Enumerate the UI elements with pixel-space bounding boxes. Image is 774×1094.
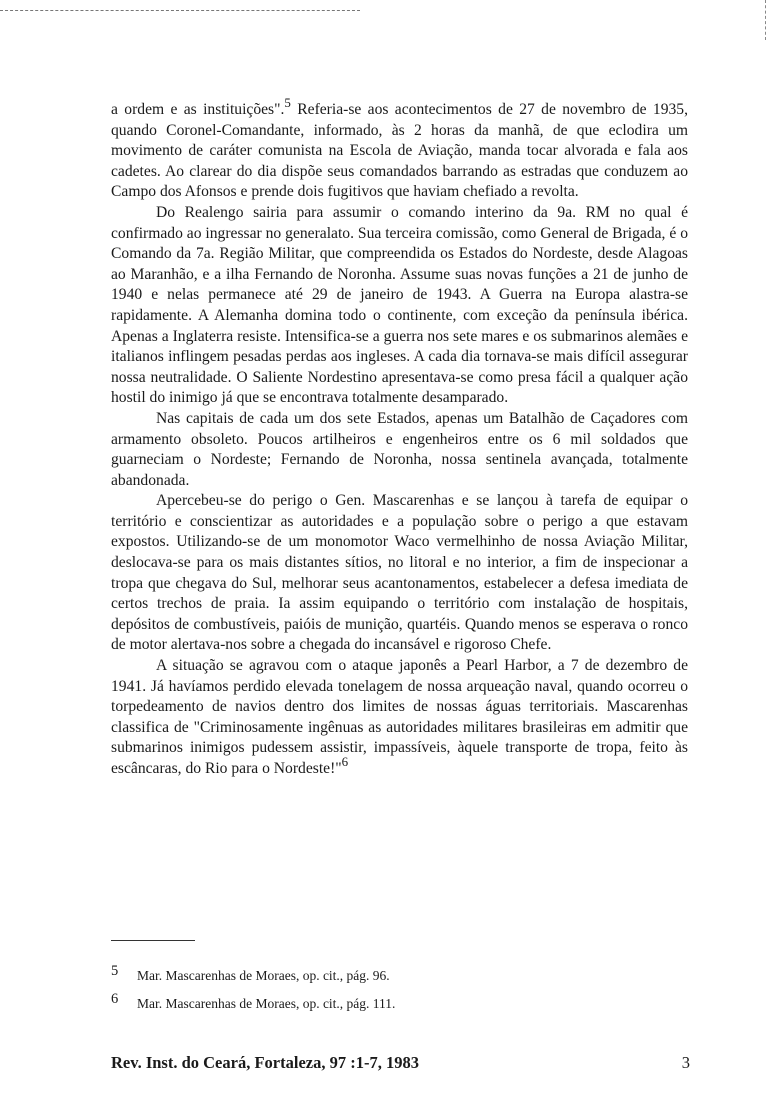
paragraph-1: [111, 95, 688, 203]
footnote-ref-5[interactable]: 5: [284, 95, 291, 110]
scan-top-rule: [0, 10, 360, 11]
page-footer: [111, 1053, 690, 1073]
paragraph-5-text: A situação se agravou com o ataque japonês a Pearl Harbor, a 7 de dezembro de 1941. Já havíamos perdido elevada tonelagem de nossa arqueação naval, quando ocorreu o torpedeamento de navios dentro dos limites de nossas águas territoriais. Mascarenhas classifica de "Criminosamente ingênuas as autoridades militares brasileiras em admitir que submarinos inimigos pudessem assistir, impassíveis, àquele transporte de tropa, feito às escâncaras, do Rio para o Nordeste!": [111, 657, 688, 777]
page-number: 3: [681, 1053, 690, 1072]
paragraph-1-start: a ordem e as instituições".: [111, 101, 285, 118]
footnote-number: 6: [111, 991, 119, 1007]
footnote-text: Mar. Mascarenhas de Moraes, op. cit., pág. 111.: [137, 996, 396, 1011]
scan-edge-marks: [765, 0, 768, 40]
footnote-text: Mar. Mascarenhas de Moraes, op. cit., pág. 96.: [137, 968, 390, 983]
footnote-divider: [111, 940, 195, 941]
footnotes: [111, 962, 688, 1018]
footnote-number: 5: [111, 963, 119, 979]
journal-citation: Rev. Inst. do Ceará, Fortaleza, 97 :1-7, 1983: [111, 1053, 419, 1072]
paragraph-1-rest: Referia-se aos acontecimentos de 27 de novembro de 1935, quando Coronel-Comandante, informado, às 2 horas da manhã, de que eclodira um movimento de caráter comunista na Escola de Aviação, manda tocar alvorada e fala aos cadetes. Ao clarear do dia dispõe seus comandados barrando as estradas que conduzem ao Campo dos Afonsos e prende dois fugitivos que haviam chefiado a revolta.: [111, 101, 688, 201]
footnote-item: [111, 962, 688, 990]
paragraph-4: Apercebeu-se do perigo o Gen. Mascarenhas e se lançou à tarefa de equipar o território e conscientizar as autoridades e a população sobre o perigo a que estavam expostos. Utilizando-se de um monomotor Waco vermelhinho de nossa Aviação Militar, deslocava-se para os mais distantes sítios, no litoral e no interior, a fim de inspecionar a tropa que chegava do Sul, melhorar seus acantonamentos, estabelecer a defesa imediata de certos trechos de praia. Ia assim equipando o território com instalação de hospitais, depósitos de combustíveis, paióis de munição, quartéis. Quando menos se esperava o ronco de motor alertava-nos sobre a chegada do incansável e rigoroso Chefe.: [111, 492, 688, 654]
footnote-item: [111, 990, 688, 1018]
paragraph-5: [111, 656, 688, 780]
article-body: [111, 95, 688, 780]
paragraph-3: Nas capitais de cada um dos sete Estados, apenas um Batalhão de Caçadores com armamento obsoleto. Poucos artilheiros e engenheiros entre os 6 mil soldados que guarneciam o Nordeste; Fernando de Noronha, nossa sentinela avançada, totalmente abandonada.: [111, 409, 688, 489]
paragraph-2: Do Realengo sairia para assumir o comando interino da 9a. RM no qual é confirmado ao ingressar no generalato. Sua terceira comissão, como General de Brigada, é o Comando da 7a. Região Militar, que compreendida os Estados do Nordeste, desde Alagoas ao Maranhão, e a ilha Fernando de Noronha. Assume suas novas funções a 21 de junho de 1940 e nelas permanece até 29 de janeiro de 1943. A Guerra na Europa alastra-se rapidamente. A Alemanha domina todo o continente, com exceção da península ibérica. Apenas a Inglaterra resiste. Intensifica-se a guerra nos sete mares e os submarinos alemães e italianos inflingem pesadas perdas aos ingleses. A cada dia tornava-se mais difícil assegurar nossa neutralidade. O Saliente Nordestino apresentava-se como presa fácil a qualquer ação hostil do inimigo já que se encontrava totalmente desamparado.: [111, 203, 688, 407]
footnote-ref-6[interactable]: 6: [341, 754, 349, 769]
